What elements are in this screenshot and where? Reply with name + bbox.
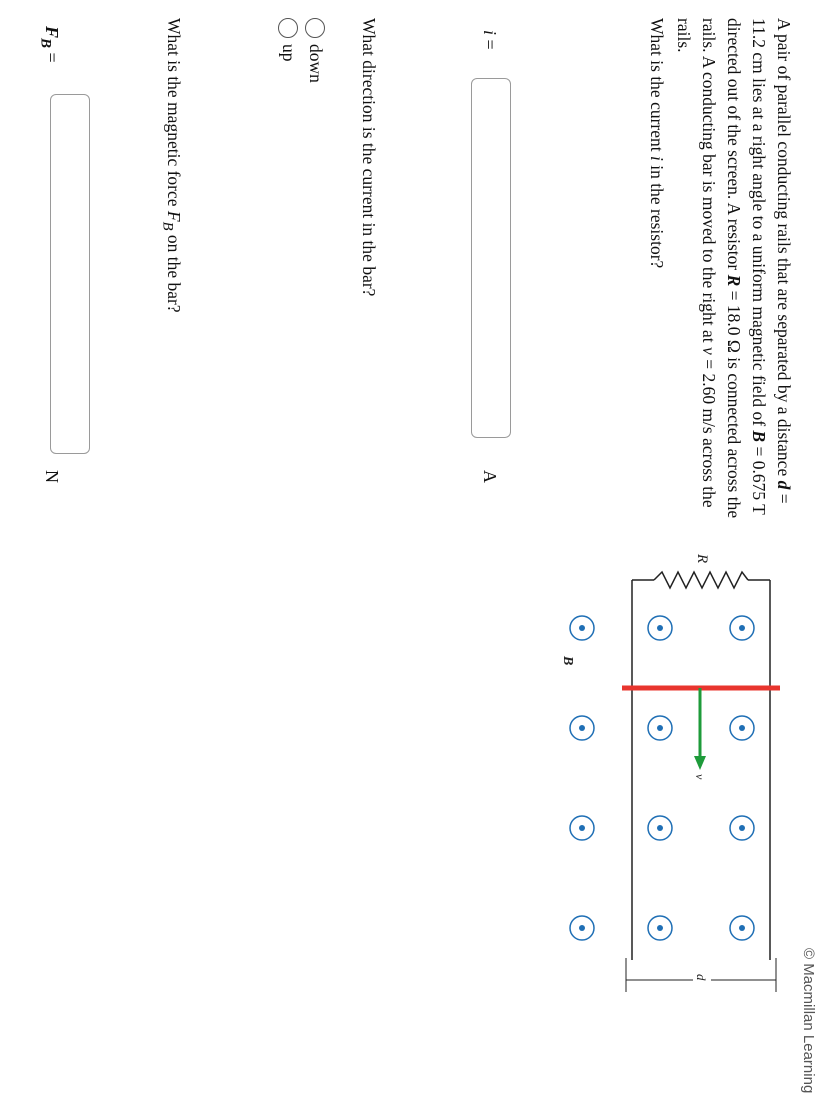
var-d: d bbox=[774, 480, 794, 490]
question-force bbox=[159, 18, 185, 313]
label-d: d bbox=[694, 974, 709, 981]
q1-text-2: in the resistor? bbox=[647, 160, 667, 269]
var-B: B bbox=[749, 430, 769, 443]
force-label-var: F bbox=[42, 26, 62, 39]
question-direction: What direction is the current in the bar? bbox=[359, 18, 379, 297]
question-current bbox=[646, 18, 667, 268]
q1-text-1: What is the current bbox=[647, 18, 667, 157]
q3-text-2: on the bar? bbox=[164, 230, 184, 313]
field-dot-center bbox=[739, 925, 745, 931]
current-unit: A bbox=[480, 470, 500, 483]
q1-var: i bbox=[647, 156, 667, 161]
problem-text-3: = 0.675 T directed out of the screen. A resistor bbox=[724, 18, 769, 515]
current-input[interactable] bbox=[471, 78, 511, 438]
label-R: R bbox=[694, 554, 710, 564]
velocity-arrowhead bbox=[694, 756, 706, 770]
force-label-sub: B bbox=[37, 38, 54, 49]
var-R: R bbox=[724, 274, 744, 287]
radio-label-down[interactable]: down bbox=[306, 44, 326, 83]
field-dot-center bbox=[739, 625, 745, 631]
problem-text-2: = 11.2 cm lies at a right angle to a uniform magnetic field of bbox=[749, 18, 794, 504]
copyright-credit: © Macmillan Learning bbox=[800, 948, 817, 1093]
problem-text-1: A pair of parallel conducting rails that are separated by a distance bbox=[774, 18, 794, 481]
field-dot-center bbox=[579, 625, 585, 631]
field-dot-center bbox=[739, 825, 745, 831]
var-v: v bbox=[699, 347, 719, 355]
q3-sub: B bbox=[159, 221, 176, 231]
field-dot-center bbox=[657, 825, 663, 831]
problem-text-5: = 2.60 m/s across the rails. bbox=[674, 18, 719, 508]
field-dot-center bbox=[579, 825, 585, 831]
field-dot-center bbox=[739, 725, 745, 731]
force-label bbox=[36, 26, 62, 63]
problem-text-4: = 18.0 Ω is connected across the rails. A conducting bar is moved to the right at bbox=[699, 18, 744, 519]
radio-circle-down[interactable] bbox=[306, 18, 326, 38]
label-v: v bbox=[693, 774, 707, 780]
force-label-eq: = bbox=[42, 48, 62, 63]
radio-circle-up[interactable] bbox=[279, 18, 299, 38]
field-dot-center bbox=[657, 925, 663, 931]
radio-option-up[interactable] bbox=[278, 18, 299, 62]
current-label-eq: = bbox=[480, 35, 500, 50]
field-dots bbox=[570, 616, 754, 940]
radio-label-up[interactable]: up bbox=[279, 44, 299, 62]
resistor bbox=[654, 572, 748, 588]
force-unit: N bbox=[42, 470, 62, 483]
current-label bbox=[479, 30, 500, 50]
label-B: B bbox=[560, 656, 575, 666]
q3-text-1: What is the magnetic force bbox=[164, 18, 184, 211]
circuit-figure bbox=[560, 554, 808, 1010]
field-dot-center bbox=[657, 725, 663, 731]
field-dot-center bbox=[579, 925, 585, 931]
problem-statement bbox=[671, 18, 796, 523]
q3-var: F bbox=[164, 210, 184, 222]
radio-option-down[interactable] bbox=[305, 18, 326, 83]
field-dot-center bbox=[657, 625, 663, 631]
field-dot-center bbox=[579, 725, 585, 731]
force-input[interactable] bbox=[50, 94, 90, 454]
current-label-var: i bbox=[480, 30, 500, 36]
